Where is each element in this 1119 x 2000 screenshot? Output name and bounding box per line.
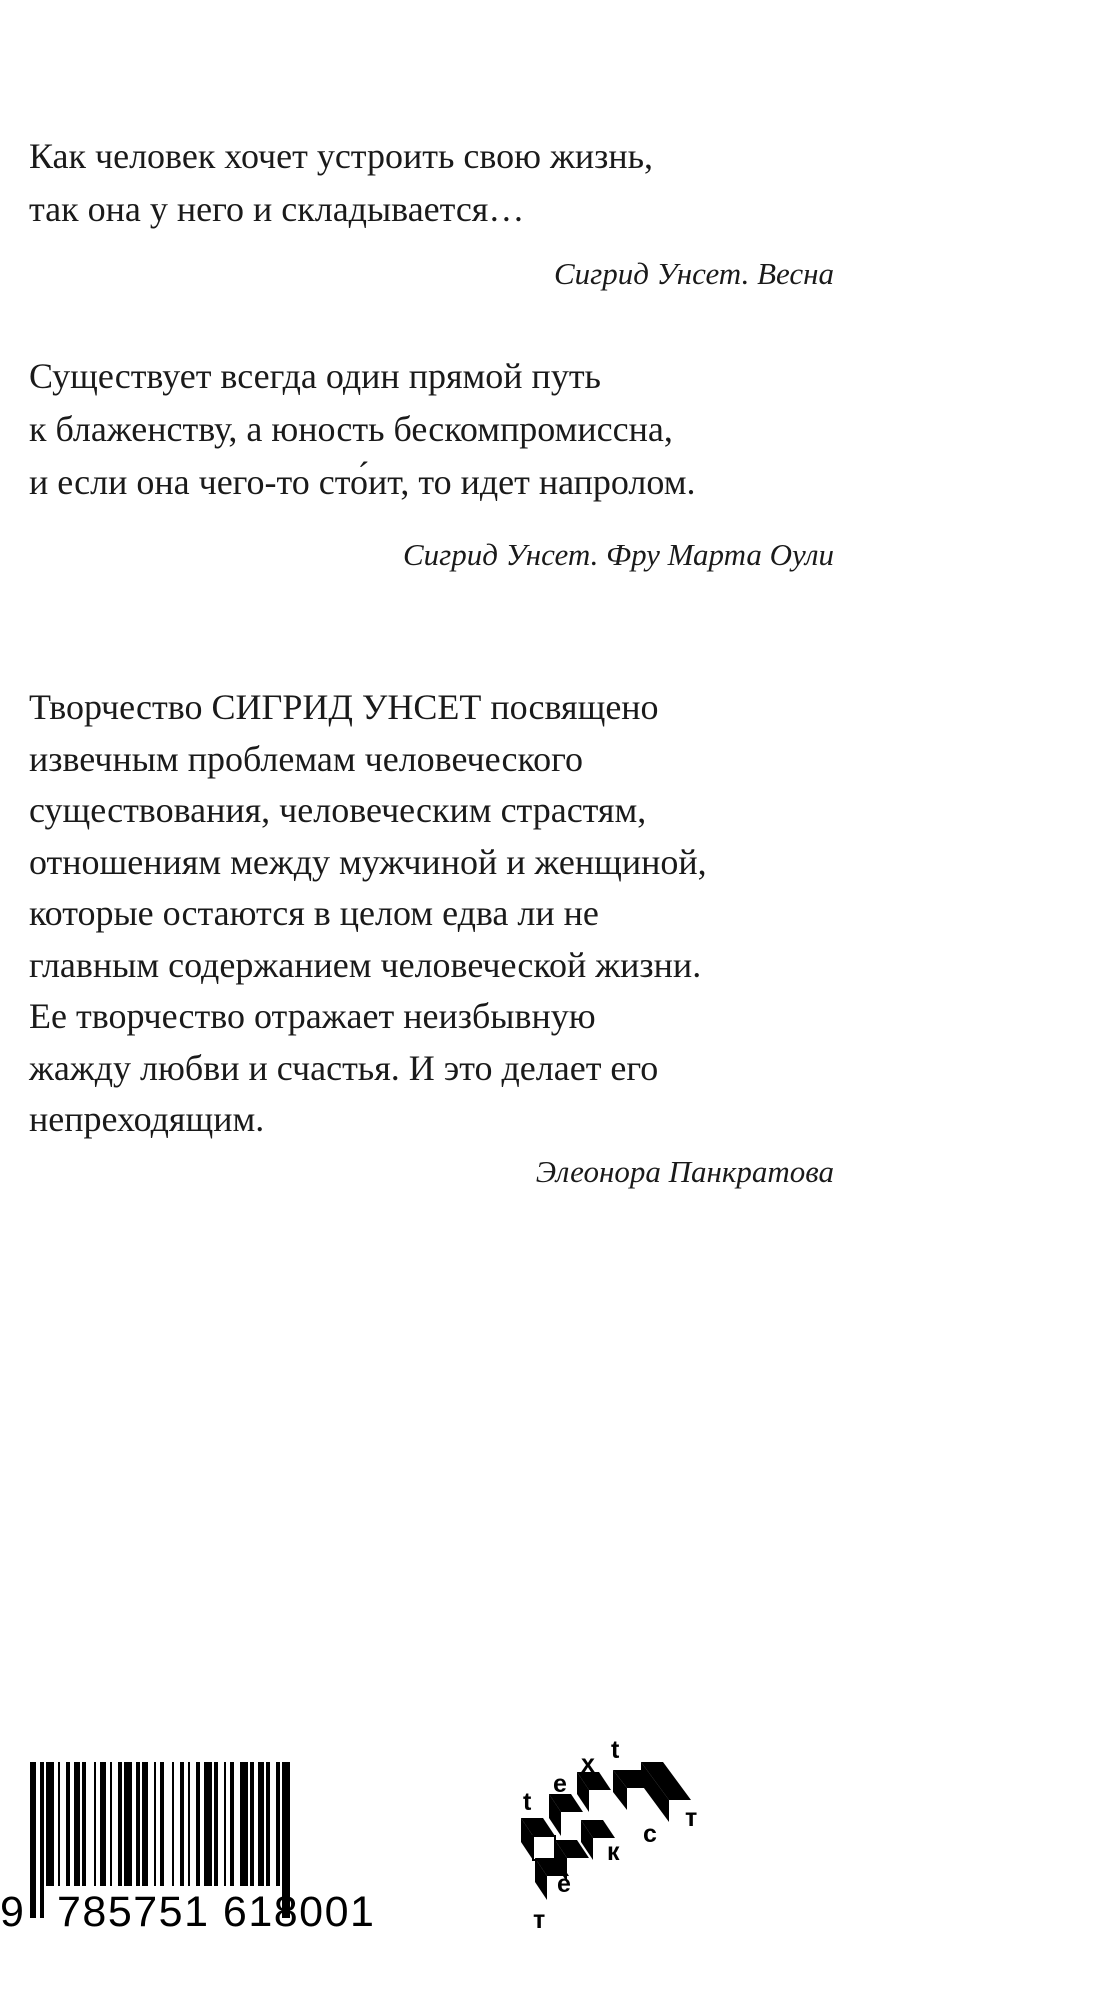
barcode-bar — [266, 1762, 270, 1886]
logo-letter: т — [533, 1906, 546, 1934]
barcode-bar — [204, 1762, 212, 1886]
epigraph-2 — [29, 350, 834, 573]
barcode-bar — [160, 1762, 164, 1886]
logo-letter: е — [553, 1770, 567, 1798]
barcode-bar — [46, 1762, 54, 1886]
blurb-line: отношениям между мужчиной и женщиной, — [29, 841, 707, 882]
blurb-text — [29, 682, 834, 1146]
logo-letter: t — [523, 1788, 532, 1816]
logo-letter: с — [643, 1820, 657, 1848]
blurb-line: извечным проблемам человеческого — [29, 738, 584, 779]
logo-letter: х — [581, 1750, 595, 1778]
epigraph-line: Как человек хочет устроить свою жизнь, — [29, 136, 654, 176]
blurb-line: Творчество СИГРИД УНСЕТ посвящено — [29, 687, 659, 727]
logo-letter: т — [685, 1804, 698, 1832]
barcode-bar — [154, 1762, 156, 1886]
logo-letter: t — [611, 1736, 620, 1764]
barcode-bar — [276, 1762, 280, 1886]
epigraph-line: так она у него и складывается… — [29, 189, 525, 229]
barcode-bar — [214, 1762, 218, 1886]
barcode-bar — [100, 1762, 106, 1886]
barcode-bar — [110, 1762, 112, 1886]
barcode-bar — [82, 1762, 86, 1886]
epigraph-1-text — [29, 130, 834, 236]
blurb-line: главным содержанием человеческой жизни. — [29, 944, 702, 985]
blurb-line: непреходящим. — [29, 1099, 265, 1139]
barcode-bar — [94, 1762, 96, 1886]
barcode-bar — [66, 1762, 70, 1886]
logo-letter: е — [557, 1870, 571, 1898]
blurb-attribution: Элеонора Панкратова — [535, 1153, 834, 1189]
logo-letter: к — [607, 1838, 620, 1866]
blurb-line: существования, человеческим страстям, — [29, 790, 647, 830]
barcode-bar — [40, 1762, 44, 1918]
barcode-bar — [188, 1762, 190, 1886]
epigraph-line: и если она чего-то сто́ит, то идет напролом. — [29, 462, 696, 502]
blurb — [29, 682, 834, 1190]
barcode-bar — [172, 1762, 174, 1886]
publisher-logo — [515, 1736, 705, 1940]
blurb-line: жажду любви и счастья. И это делает его — [29, 1047, 659, 1088]
epigraph-line: Существует всегда один прямой путь — [29, 356, 601, 396]
barcode-bar — [250, 1762, 254, 1886]
epigraph-1 — [29, 130, 834, 292]
barcode-number: 785751 618001 — [57, 1888, 376, 1936]
barcode-bar — [58, 1762, 60, 1886]
barcode-bar — [224, 1762, 226, 1886]
barcode-bar — [30, 1762, 36, 1918]
barcode-bar — [258, 1762, 264, 1886]
barcode-bar — [118, 1762, 122, 1886]
barcode-bar — [180, 1762, 184, 1886]
barcode-bar — [142, 1762, 148, 1886]
blurb-line: которые остаются в целом едва ли не — [29, 893, 599, 933]
epigraph-2-attribution: Сигрид Унсет. Фру Марта Оули — [403, 537, 834, 572]
barcode-bar — [124, 1762, 132, 1886]
barcode-bar — [196, 1762, 200, 1886]
epigraph-1-attribution: Сигрид Унсет. Весна — [553, 256, 834, 291]
barcode-bar — [74, 1762, 80, 1886]
barcode-bar — [230, 1762, 234, 1886]
epigraph-line: к блаженству, а юность бескомпромиссна, — [29, 409, 673, 449]
barcode-bar — [240, 1762, 248, 1886]
barcode-first-digit: 9 — [0, 1888, 24, 1936]
epigraph-2-text — [29, 350, 834, 509]
barcode-bar — [136, 1762, 140, 1886]
blurb-line: Ее творчество отражает неизбывную — [29, 996, 596, 1036]
